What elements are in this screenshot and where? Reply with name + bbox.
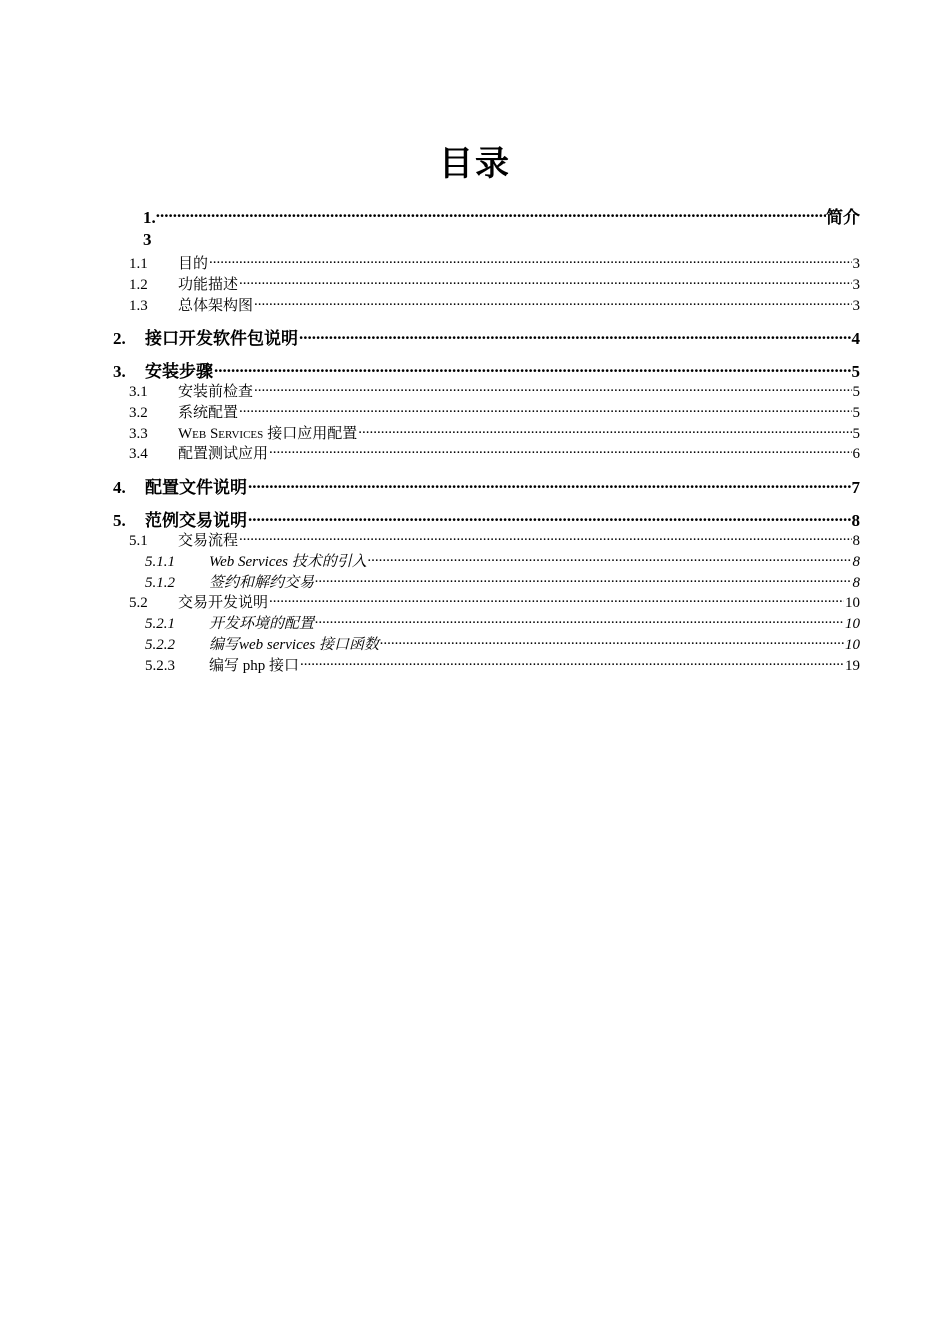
toc-entry-text: 配置文件说明 — [145, 478, 247, 498]
toc-entry-page: 3 — [852, 298, 860, 314]
toc-entry-number: 5.2.3 — [145, 658, 175, 674]
toc-entry-page: 5 — [852, 405, 860, 421]
toc-entry-number: 5.1.2 — [145, 575, 175, 591]
dot-leader — [239, 274, 851, 289]
toc-entry-3-4[interactable] — [129, 442, 860, 463]
toc-entry-text: 接口应用配置 — [267, 426, 358, 442]
toc-title: 目录 — [439, 144, 511, 184]
toc-entry-page: 5 — [852, 426, 860, 442]
toc-entry-page: 8 — [851, 511, 860, 530]
toc-entry-text: 交易流程 — [178, 533, 239, 549]
dot-leader — [380, 634, 844, 649]
toc-entry-text: 开发环境的配置 — [209, 616, 315, 632]
toc-entry-page: 3 — [852, 256, 860, 272]
toc-entry-number: 4. — [113, 478, 126, 497]
toc-entry-1-1[interactable] — [129, 252, 860, 273]
toc-entry-number: 1. — [143, 208, 156, 227]
toc-entry-number: 5.1.1 — [145, 554, 175, 570]
toc-entry-3-1[interactable] — [129, 380, 860, 401]
toc-entry-4[interactable] — [113, 473, 860, 498]
dot-leader — [269, 592, 844, 607]
toc-entry-5-2-2[interactable] — [145, 633, 860, 654]
toc-entry-number: 5.2.2 — [145, 637, 175, 653]
toc-entry-text: 配置测试应用 — [178, 446, 269, 462]
dot-leader — [248, 476, 851, 493]
toc-entry-1-2[interactable] — [129, 273, 860, 294]
toc-entry-text-latin: Web Services — [178, 426, 264, 442]
toc-entry-text: 安装前检查 — [178, 384, 254, 400]
toc-entry-text: 总体架构图 — [178, 298, 254, 314]
toc-entry-5-1-2[interactable] — [145, 571, 860, 592]
dot-leader — [248, 509, 851, 526]
toc-entry-number: 1.1 — [129, 256, 148, 272]
toc-entry-page: 8 — [852, 554, 860, 570]
toc-entry-5[interactable] — [113, 506, 860, 531]
dot-leader — [156, 206, 826, 223]
dot-leader — [254, 381, 851, 396]
dot-leader — [209, 253, 851, 268]
toc-entry-3-2[interactable] — [129, 401, 860, 422]
toc-entry-text: 系统配置 — [178, 405, 239, 421]
toc-entry-3[interactable] — [113, 357, 860, 382]
toc-entry-page: 3 — [852, 277, 860, 293]
dot-leader — [239, 530, 851, 545]
toc-entry-page: 19 — [845, 658, 860, 674]
toc-entry-page: 7 — [851, 478, 860, 497]
toc-entry-text: 编写 php 接口 — [209, 658, 300, 674]
toc-entry-page: 10 — [845, 616, 860, 632]
dot-leader — [315, 613, 844, 628]
toc-entry-page: 8 — [852, 575, 860, 591]
dot-leader — [315, 572, 851, 587]
toc-entry-number: 3.4 — [129, 446, 148, 462]
toc-entry-text: 范例交易说明 — [145, 511, 247, 531]
toc-entry-text: 签约和解约交易 — [209, 575, 315, 591]
toc-entry-number: 3.3 — [129, 426, 148, 442]
toc-entry-page: 10 — [845, 637, 860, 653]
toc-entry-text: 编写web services 接口函数 — [209, 637, 379, 653]
toc-entry-number: 1.2 — [129, 277, 148, 293]
dot-leader — [269, 443, 851, 458]
toc-entry-text: 交易开发说明 — [178, 595, 269, 611]
toc-entry-number: 5.1 — [129, 533, 148, 549]
toc-entry-text: 安装步骤 — [145, 362, 213, 382]
toc-entry-number: 3. — [113, 362, 126, 381]
dot-leader — [368, 551, 852, 566]
toc-entry-text: 目的 — [178, 256, 209, 272]
toc-entry-text: 简介 — [826, 208, 860, 228]
toc-entry-number: 3.1 — [129, 384, 148, 400]
toc-entry-page: 3 — [143, 230, 152, 249]
toc-entry-5-2[interactable] — [129, 591, 860, 612]
toc-entry-text: Web Services 技术的引入 — [209, 554, 367, 570]
toc-entry-1-3[interactable] — [129, 294, 860, 315]
toc-entry-5-2-3[interactable] — [145, 654, 860, 675]
toc-entry-number: 1.3 — [129, 298, 148, 314]
dot-leader — [358, 423, 851, 438]
toc-entry-page: 5 — [851, 362, 860, 381]
toc-entry-3-3[interactable] — [129, 422, 860, 443]
toc-entry-number: 5. — [113, 511, 126, 530]
toc-entry-page: 8 — [852, 533, 860, 549]
dot-leader — [254, 295, 851, 310]
toc-entry-5-1[interactable] — [129, 529, 860, 550]
toc-entry-number: 3.2 — [129, 405, 148, 421]
dot-leader — [299, 327, 851, 344]
toc-entry-2[interactable] — [113, 324, 860, 349]
dot-leader — [239, 402, 851, 417]
toc-entry-number: 5.2 — [129, 595, 148, 611]
dot-leader — [214, 360, 851, 377]
toc-entry-page: 10 — [845, 595, 860, 611]
toc-entry-page: 4 — [851, 329, 860, 348]
toc-entry-5-2-1[interactable] — [145, 612, 860, 633]
toc-entry-1[interactable] — [143, 206, 860, 251]
toc-entry-number: 5.2.1 — [145, 616, 175, 632]
toc-entry-text: 功能描述 — [178, 277, 239, 293]
toc-entry-page: 5 — [852, 384, 860, 400]
dot-leader — [300, 655, 844, 670]
toc-entry-text: 接口开发软件包说明 — [145, 329, 298, 349]
toc-entry-5-1-1[interactable] — [145, 550, 860, 571]
toc-entry-number: 2. — [113, 329, 126, 348]
toc-entry-page: 6 — [852, 446, 860, 462]
